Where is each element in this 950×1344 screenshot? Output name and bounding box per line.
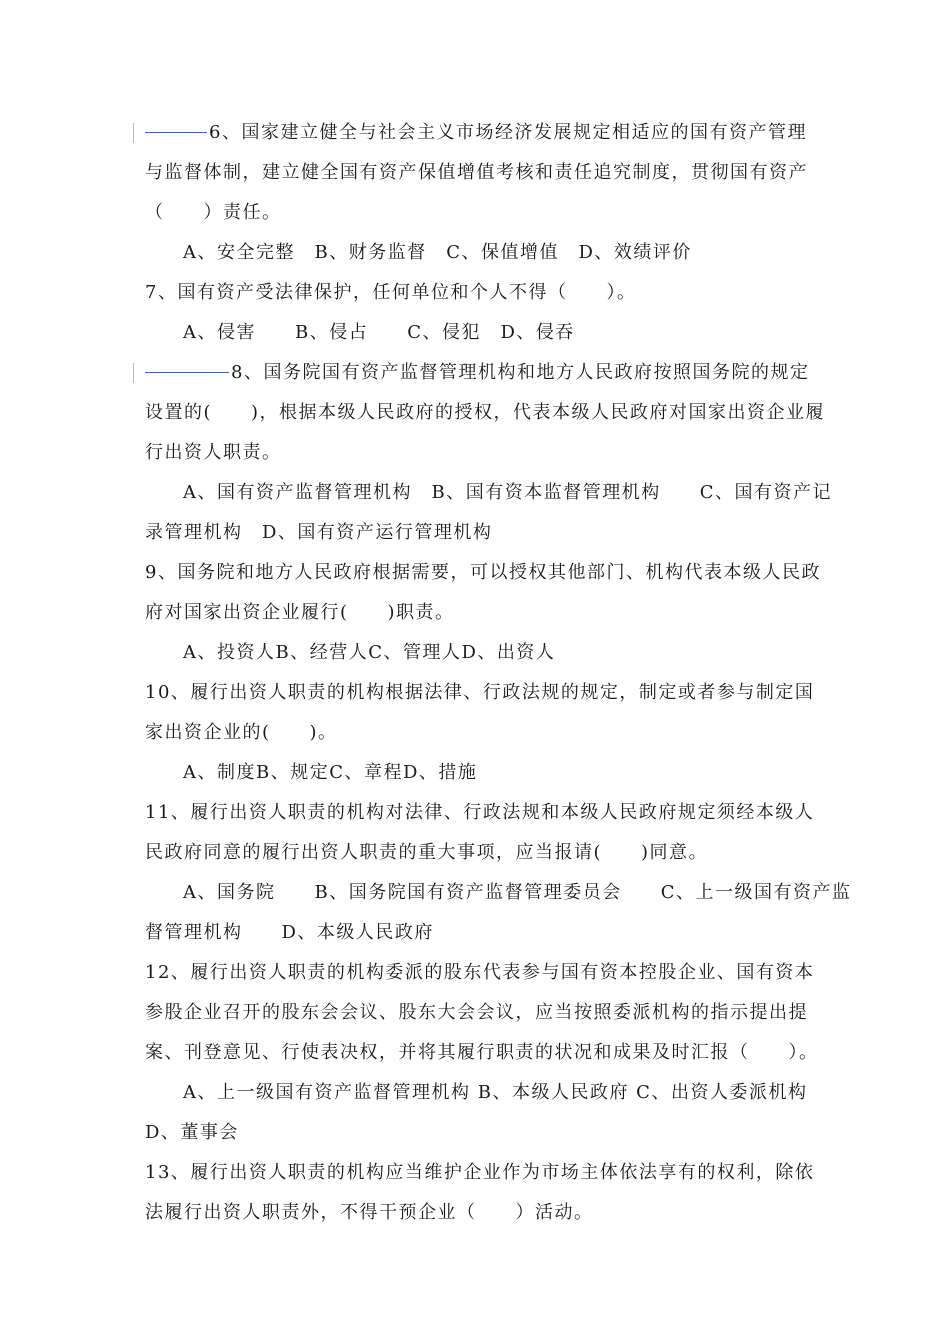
question-11-line-2: 民政府同意的履行出资人职责的重大事项，应当报请( )同意。 (145, 842, 709, 863)
question-10-options: A、制度B、规定C、章程D、措施 (183, 762, 478, 783)
question-8-line-2: 设置的( )，根据本级人民政府的授权，代表本级人民政府对国家出资企业履 (145, 402, 826, 423)
question-10-line-2: 家出资企业的( )。 (145, 722, 338, 743)
question-12-line-3: 案、刊登意见、行使表决权，并将其履行职责的状况和成果及时汇报（ ）。 (145, 1042, 819, 1063)
question-7-line-1: 7、国有资产受法律保护，任何单位和个人不得（ ）。 (145, 282, 637, 303)
question-8-line-3: 行出资人职责。 (145, 442, 282, 463)
question-13-line-2: 法履行出资人职责外，不得干预企业（ ）活动。 (145, 1202, 594, 1223)
question-13-line-1: 13、履行出资人职责的机构应当维护企业作为市场主体依法享有的权利，除依 (145, 1162, 815, 1183)
question-6-line-3: （ ）责任。 (145, 202, 282, 223)
question-8-line-1 (145, 361, 809, 385)
question-8-text-1: 8、国务院国有资产监督管理机构和地方人民政府按照国务院的规定 (231, 362, 810, 383)
question-9-options: A、投资人B、经营人C、管理人D、出资人 (183, 642, 556, 663)
revision-marker (133, 363, 134, 383)
revision-line (145, 132, 207, 133)
question-11-options-1: A、国务院 B、国务院国有资产监督管理委员会 C、上一级国有资产监 (183, 882, 852, 903)
question-12-options-2: D、董事会 (145, 1122, 239, 1143)
question-7-options: A、侵害 B、侵占 C、侵犯 D、侵吞 (183, 322, 575, 343)
question-6-line-2: 与监督体制，建立健全国有资产保值增值考核和责任追究制度，贯彻国有资产 (145, 162, 808, 183)
question-10-line-1: 10、履行出资人职责的机构根据法律、行政法规的规定，制定或者参与制定国 (145, 682, 815, 703)
question-12-line-2: 参股企业召开的股东会会议、股东大会会议，应当按照委派机构的指示提出提 (145, 1002, 808, 1023)
question-9-line-1: 9、国务院和地方人民政府根据需要，可以授权其他部门、机构代表本级人民政 (145, 562, 821, 583)
question-12-options-1: A、上一级国有资产监督管理机构 B、本级人民政府 C、出资人委派机构 (183, 1082, 808, 1103)
question-11-options-2: 督管理机构 D、本级人民政府 (145, 922, 434, 943)
question-6-options: A、安全完整 B、财务监督 C、保值增值 D、效绩评价 (183, 242, 692, 263)
revision-marker (133, 123, 134, 143)
question-12-line-1: 12、履行出资人职责的机构委派的股东代表参与国有资本控股企业、国有资本 (145, 962, 815, 983)
question-6-line-1 (145, 121, 807, 145)
question-8-options-1: A、国有资产监督管理机构 B、国有资本监督管理机构 C、国有资产记 (183, 482, 832, 503)
question-8-options-2: 录管理机构 D、国有资产运行管理机构 (145, 522, 493, 543)
question-9-line-2: 府对国家出资企业履行( )职责。 (145, 602, 455, 623)
question-11-line-1: 11、履行出资人职责的机构对法律、行政法规和本级人民政府规定须经本级人 (145, 802, 815, 823)
question-6-text-1: 6、国家建立健全与社会主义市场经济发展规定相适应的国有资产管理 (209, 122, 807, 143)
revision-line (145, 372, 229, 373)
